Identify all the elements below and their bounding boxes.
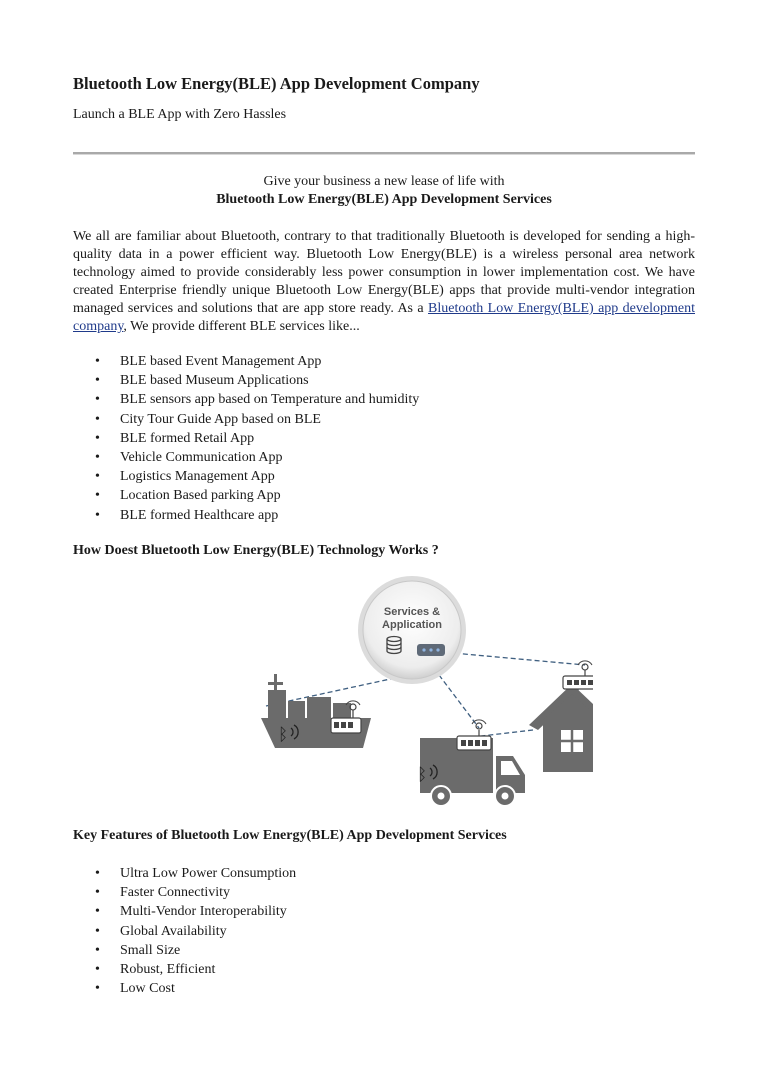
list-item: • Small Size — [73, 941, 296, 960]
bluetooth-icon: ᛒ — [278, 725, 289, 745]
ship-icon — [261, 674, 371, 748]
list-item: • Low Cost — [73, 979, 296, 998]
list-item: • Multi-Vendor Interoperability — [73, 902, 296, 921]
list-item: • Global Availability — [73, 922, 296, 941]
house-icon — [529, 661, 593, 772]
horizontal-divider — [73, 152, 695, 155]
list-item: • Vehicle Communication App — [73, 448, 419, 467]
list-item: • City Tour Guide App based on BLE — [73, 410, 419, 429]
list-item: • Faster Connectivity — [73, 883, 296, 902]
key-features-heading: Key Features of Bluetooth Low Energy(BLE) App Development Services — [73, 828, 507, 843]
list-item: • Logistics Management App — [73, 467, 419, 486]
list-item: • BLE formed Retail App — [73, 429, 419, 448]
page-title: Bluetooth Low Energy(BLE) App Development Company — [73, 74, 480, 93]
list-item: • Ultra Low Power Consumption — [73, 864, 296, 883]
bluetooth-icon: ᛒ — [417, 765, 428, 785]
ble-company-link[interactable]: Bluetooth Low Energy(BLE) app development company — [73, 301, 695, 334]
intro-paragraph — [73, 228, 695, 336]
list-item: • BLE sensors app based on Temperature and humidity — [73, 390, 419, 409]
tagline: Give your business a new lease of life with — [263, 174, 505, 189]
hub-label-line1: Services & — [383, 606, 441, 618]
list-item: • Location Based parking App — [73, 486, 419, 505]
services-application-hub — [358, 576, 466, 684]
hub-label-line2: Application — [382, 619, 442, 631]
ble-diagram — [183, 570, 593, 815]
how-it-works-heading: How Doest Bluetooth Low Energy(BLE) Technology Works ? — [73, 543, 439, 558]
intro-tail: , We provide different BLE services like... — [123, 319, 360, 334]
list-item: • BLE based Museum Applications — [73, 371, 419, 390]
list-item: • BLE based Event Management App — [73, 352, 419, 371]
list-item: • BLE formed Healthcare app — [73, 506, 419, 525]
features-list — [73, 864, 296, 998]
intro-text: We all are familiar about Bluetooth, contrary to that traditionally Bluetooth is developed for sending a high-quality data in a power efficient way. Bluetooth Low Energy(BLE) is a wireless personal area network technology aimed to provide considerably less power consumption in lower implementation cost. We have created Enterprise friendly unique Bluetooth Low Energy(BLE) apps that provide multi-vendor integration managed services and solutions that are app store ready. As a — [73, 229, 695, 316]
page-subtitle: Launch a BLE App with Zero Hassles — [73, 107, 287, 122]
tagline-strong: Bluetooth Low Energy(BLE) App Development Services — [216, 192, 552, 207]
services-list — [73, 352, 419, 525]
list-item: • Robust, Efficient — [73, 960, 296, 979]
